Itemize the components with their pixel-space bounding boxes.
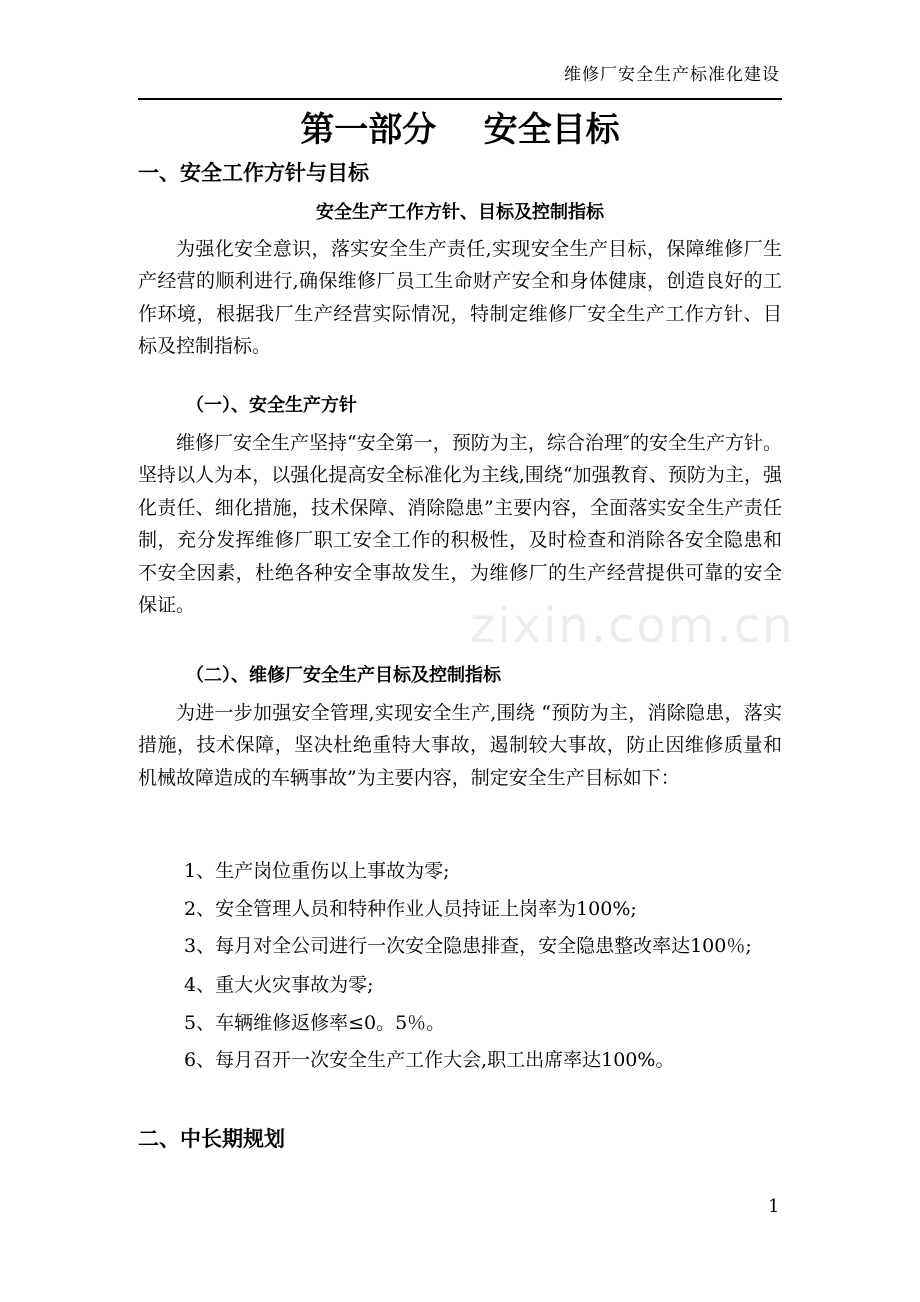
intro-paragraph: 为强化安全意识，落实安全生产责任,实现安全生产目标，保障维修厂生产经营的顺利进行,确保维修厂员工生命财产安全和身体健康，创造良好的工 作环境，根据我厂生产经营实际情况，特制定维修厂安全生产工作方针、目标及控制指标。 xyxy=(138,238,782,358)
header-rule xyxy=(138,98,782,100)
section-subtitle: 安全生产工作方针、目标及控制指标 xyxy=(316,202,604,223)
watermark: zixin.com.cn xyxy=(470,598,795,654)
subheading-policy: （一）、安全生产方针 xyxy=(186,395,357,416)
running-header: 维修厂安全生产标准化建设 xyxy=(564,65,780,85)
goal-item: 5、车辆维修返修率≤0。5％。 xyxy=(184,1011,446,1034)
goal-item: 3、每月对全公司进行一次安全隐患排查，安全隐患整改率达100％; xyxy=(184,935,752,957)
goal-item: 1、生产岗位重伤以上事故为零; xyxy=(184,860,450,882)
goal-item: 2、安全管理人员和特种作业人员持证上岗率为100%; xyxy=(184,897,637,920)
subheading-goals: （二）、维修厂安全生产目标及控制指标 xyxy=(186,665,501,686)
section-heading-2: 二、中长期规划 xyxy=(138,1127,285,1151)
policy-paragraph: 维修厂安全生产坚持“安全第一，预防为主，综合治理″的安全生产方针。 坚持以人为本，以强化提高安全标准化为主线,围绕“加强教育、预防为主，强化责任、细化措施，技术保障、消除隐患”主要内容，全面落实安全生产责任制，充分发挥维修厂职工安全工作的积极性，及时检查和消除各安全隐患和不安全因素，杜绝各种安全事故发生，为维修厂的生产经营提供可靠的安全保证。 xyxy=(138,432,782,617)
goals-intro-paragraph: 为进一步加强安全管理,实现安全生产,围绕 “预防为主，消除隐患，落实措施，技术保障，坚决杜绝重特大事故，遏制较大事故，防止因维修质量和机械故障造成的车辆事故”为主要内容，制定安全生产目标如下： xyxy=(138,702,782,789)
goals-list xyxy=(138,853,782,1080)
page-number: 1 xyxy=(768,1196,780,1217)
goal-item: 4、重大火灾事故为零; xyxy=(184,974,374,996)
goal-item: 6、每月召开一次安全生产工作大会,职工出席率达100%。 xyxy=(184,1049,675,1071)
page-title: 第一部分 安全目标 xyxy=(300,110,620,150)
section-heading-1: 一、安全工作方针与目标 xyxy=(138,161,369,185)
